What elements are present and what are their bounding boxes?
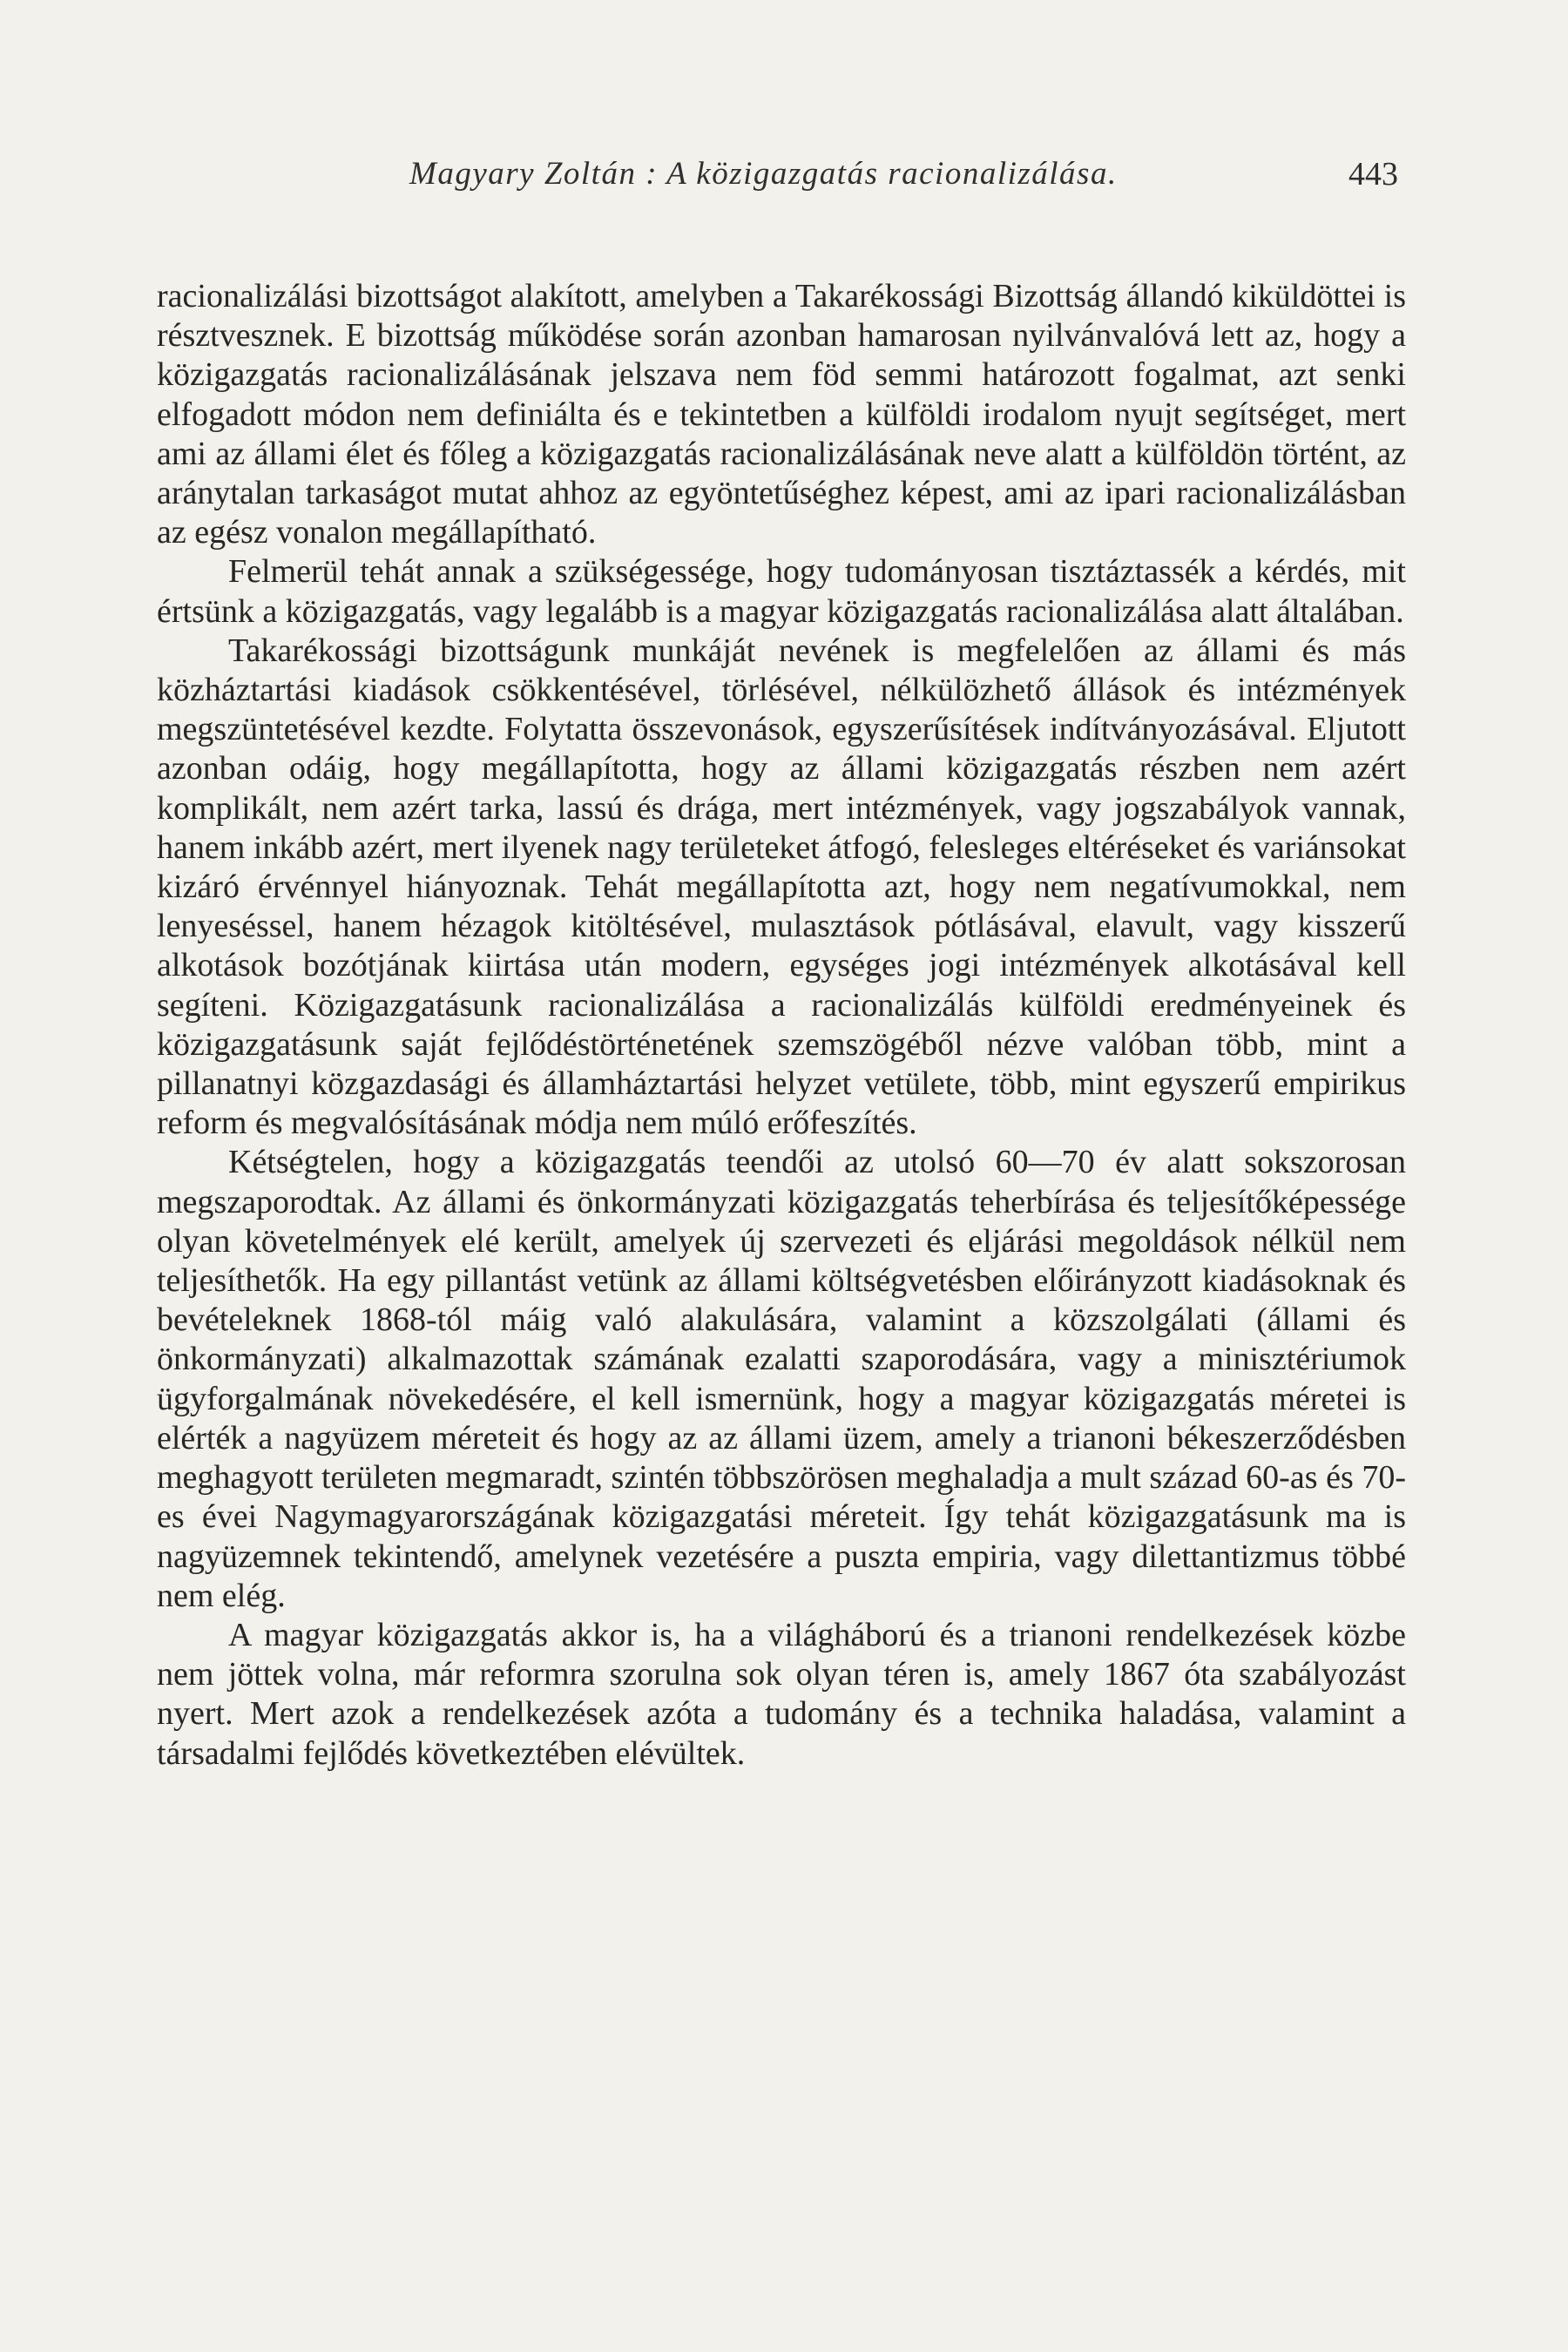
running-title: Magyary Zoltán : A közigazgatás racionalizálása.	[409, 156, 1118, 192]
paragraph: Felmerül tehát annak a szükségessége, hogy tudományosan tisztáztassék a kérdés, mit értsünk a közigazgatás, vagy legalább is a magyar közigazgatás racionalizálása alatt általában.	[157, 553, 1406, 630]
paragraph: A magyar közigazgatás akkor is, ha a világháború és a trianoni rendelkezések közbe nem jöttek volna, már reformra szorulna sok olyan téren is, amely 1867 óta szabályozást nyert. Mert azok a rendelkezések azóta a tudomány és a technika haladása, valamint a társadalmi fejlődés következtében elévültek.	[157, 1616, 1406, 1772]
paragraph: Kétségtelen, hogy a közigazgatás teendői az utolsó 60—70 év alatt sokszorosan megszaporodtak. Az állami és önkormányzati közigazgatás teherbírása és teljesítőképessége olyan követelmények elé került, amelyek új szervezeti és eljárási megoldások nélkül nem teljesíthetők. Ha egy pillantást vetünk az állami költségvetésben előirányzott kiadásoknak és bevételeknek 1868-tól máig való alakulására, valamint a közszolgálati (állami és önkormányzati) alkalmazottak számának ezalatti szaporodására, vagy a minisztériumok ügyforgalmának növekedésére, el kell ismernünk, hogy a magyar közigazgatás méretei is elérték a nagyüzem méreteit és hogy az az állami üzem, amely a trianoni békeszerződésben meghagyott területen megmaradt, szintén többszörösen meghaladja a mult század 60-as és 70-es évei Nagymagyarországának közigazgatási méreteit. Így tehát közigazgatásunk ma is nagyüzemnek tekintendő, amelynek vezetésére a puszta empiria, vagy dilettantizmus többé nem elég.	[157, 1144, 1406, 1614]
body-text	[157, 277, 1406, 1774]
paragraph: Takarékossági bizottságunk munkáját nevének is megfelelően az állami és más közháztartási kiadások csökkentésével, törlésével, nélkülözhető állások és intézmények megszüntetésével kezdte. Folytatta összevonások, egyszerűsítések indítványozásával. Eljutott azonban odáig, hogy megállapította, hogy az állami közigazgatás részben nem azért komplikált, nem azért tarka, lassú és drága, mert intézmények, vagy jogszabályok vannak, hanem inkább azért, mert ilyenek nagy területeket átfogó, felesleges eltéréseket és variánsokat kizáró érvénnyel hiányoznak. Tehát megállapította azt, hogy nem negatívumokkal, nem lenyeséssel, hanem hézagok kitöltésével, mulasztások pótlásával, elavult, vagy kisszerű alkotások bozótjának kiirtása után modern, egységes jogi intézmények alkotásával kell segíteni. Közigazgatásunk racionalizálása a racionalizálás külföldi eredményeinek és közigazgatásunk saját fejlődéstörténetének szemszögéből nézve valóban több, mint a pillanatnyi közgazdasági és államháztartási helyzet vetülete, több, mint egyszerű empirikus reform és megvalósításának módja nem múló erőfeszítés.	[157, 632, 1406, 1142]
page-number: 443	[1348, 156, 1398, 193]
paragraph-continued: racionalizálási bizottságot alakított, amelyben a Takarékossági Bizottság állandó kiküldöttei is résztvesznek. E bizottság működése során azonban hamarosan nyilvánvalóvá lett az, hogy a közigazgatás racionalizálásának jelszava nem föd semmi határozott fogalmat, azt senki elfogadott módon nem definiálta és e tekintetben a külföldi irodalom nyujt segítséget, mert ami az állami élet és főleg a közigazgatás racionalizálásának neve alatt a külföldön történt, az aránytalan tarkaságot mutat ahhoz az egyöntetűséghez képest, ami az ipari racionalizálásban az egész vonalon megállapítható.	[157, 278, 1406, 551]
